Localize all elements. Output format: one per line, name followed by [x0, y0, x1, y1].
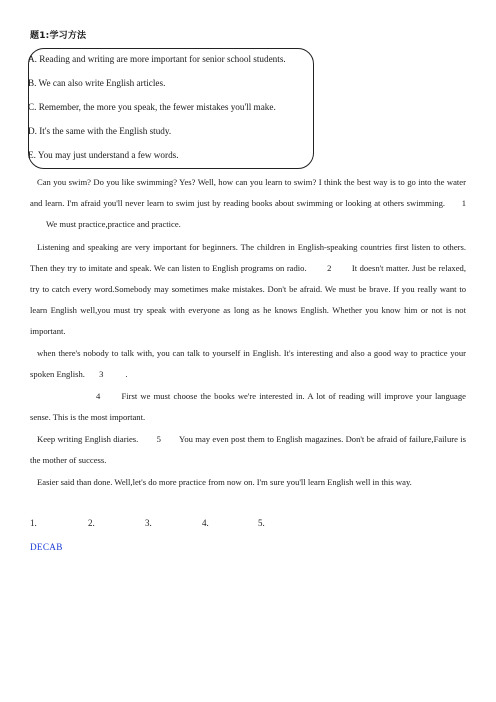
blank-1: 1 — [461, 198, 466, 208]
option-d: D. It's the same with the English study. — [28, 126, 172, 136]
paragraph-2 — [30, 237, 466, 342]
answer-number-4: 4. — [202, 518, 209, 528]
option-c: C. Remember, the more you speak, the fewer mistakes you'll make. — [28, 102, 276, 112]
blank-5: 5 — [156, 434, 161, 444]
paragraph-4 — [30, 386, 466, 428]
blank-2: 2 — [327, 263, 332, 273]
blank-4: 4 — [96, 391, 101, 401]
paragraph-1-text-b: We must practice,practice and practice. — [46, 219, 181, 229]
option-e: E. You may just understand a few words. — [28, 150, 179, 160]
paragraph-1 — [30, 172, 466, 235]
paragraph-5-text-b: You may even post them to English magazines. Don't be afraid of failure,Failure is the mother of success. — [30, 434, 466, 465]
paragraph-5-text-a: Keep writing English diaries. — [37, 434, 139, 444]
blank-3: 3 — [99, 369, 104, 379]
paragraph-3 — [30, 343, 466, 385]
paragraph-2-text-b: It doesn't matter. Just be relaxed, try to catch every word.Somebody may sometimes make mistakes. Don't be afraid. We must be brave. If you really want to learn English well,you must try speak with everyone as long as he knows English. Whether you know him or not is not important. — [30, 263, 466, 336]
option-b: B. We can also write English articles. — [28, 78, 166, 88]
paragraph-3-text-a: when there's nobody to talk with, you can talk to yourself in English. It's interesting and also a good way to practice your spoken English. — [30, 348, 466, 379]
answer-number-2: 2. — [88, 518, 95, 528]
paragraph-6: Easier said than done. Well,let's do more practice from now on. I'm sure you'll learn English well in this way. — [37, 477, 412, 487]
answer-number-3: 3. — [145, 518, 152, 528]
option-a: A. Reading and writing are more important for senior school students. — [28, 54, 286, 64]
paragraph-1-text-a: Can you swim? Do you like swimming? Yes? Well, how can you learn to swim? I think the best way is to go into the water and learn. I'm afraid you'll never learn to swim just by reading books about swimming or looking at others swimming. — [30, 177, 466, 208]
answer-key: DECAB — [30, 542, 63, 552]
answer-number-1: 1. — [30, 518, 37, 528]
answer-number-5: 5. — [258, 518, 265, 528]
paragraph-4-text-b: First we must choose the books we're interested in. A lot of reading will improve your language sense. This is the most important. — [30, 391, 466, 422]
question-heading: 题1:学习方法 — [30, 31, 87, 41]
paragraph-5 — [30, 429, 466, 471]
paragraph-3-text-b: . — [125, 369, 128, 379]
paragraph-2-text-a: Listening and speaking are very important for beginners. The children in English-speaking countries first listen to others. Then they try to imitate and speak. We can listen to English programs on radio. — [30, 242, 466, 273]
